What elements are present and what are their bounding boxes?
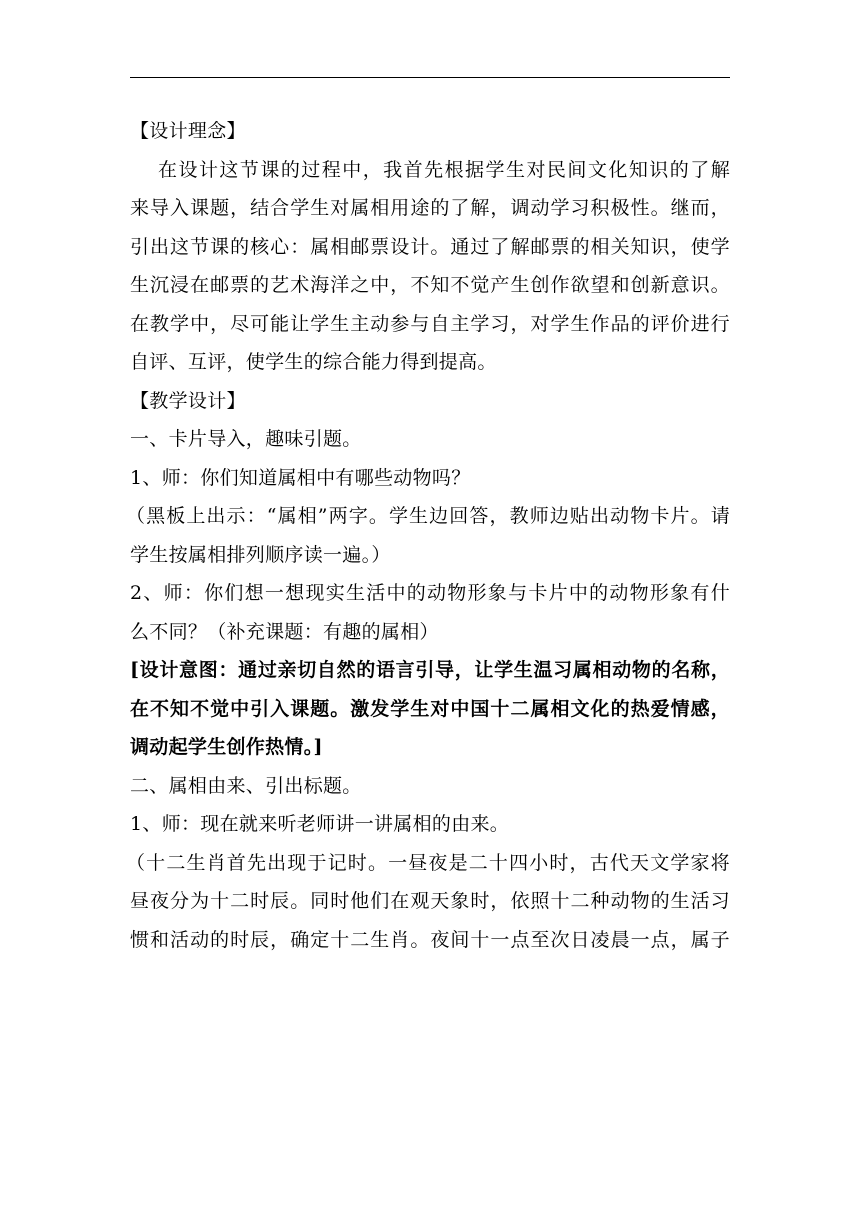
- design-intent-line: [设计意图：通过亲切自然的语言引导，让学生温习属相动物的名称，: [130, 659, 730, 681]
- concept-paragraph-line: 自评、互评，使学生的综合能力得到提高。: [130, 351, 497, 373]
- heading-teaching-design: 【教学设计】: [130, 389, 246, 412]
- concept-paragraph-line: 在教学中，尽可能让学生主动参与自主学习，对学生作品的评价进行: [130, 312, 730, 335]
- section-1-title: 一、卡片导入，趣味引题。: [130, 428, 362, 450]
- design-intent-line: 在不知不觉中引入课题。激发学生对中国十二属相文化的热爱情感，: [130, 697, 730, 720]
- section-1-question-2-line: 2、师：你们想一想现实生活中的动物形象与卡片中的动物形象有什: [130, 582, 730, 604]
- section-2-title: 二、属相由来、引出标题。: [130, 774, 362, 797]
- concept-paragraph-line: 生沉浸在邮票的艺术海洋之中，不知不觉产生创作欲望和创新意识。: [130, 274, 730, 296]
- section-2-note-line: 昼夜分为十二时辰。同时他们在观天象时，依照十二种动物的生活习: [130, 890, 730, 912]
- section-1-note-line: （黑板上出示：“属相”两字。学生边回答，教师边贴出动物卡片。请: [126, 505, 730, 527]
- section-2-note-line: （十二生肖首先出现于记时。一昼夜是二十四小时，古代天文学家将: [126, 851, 730, 874]
- section-2-note-line: 惯和活动的时辰，确定十二生肖。夜间十一点至次日凌晨一点，属子: [130, 928, 730, 951]
- section-1-question-2-line: 么不同？（补充课题：有趣的属相）: [130, 620, 439, 643]
- section-2-question-1: 1、师：现在就来听老师讲一讲属相的由来。: [130, 813, 510, 835]
- heading-design-concept: 【设计理念】: [130, 120, 246, 142]
- section-1-note-line: 学生按属相排列顺序读一遍。）: [130, 543, 391, 566]
- concept-paragraph-line: 在设计这节课的过程中，我首先根据学生对民间文化知识的了解: [158, 158, 730, 181]
- document-body: [126, 112, 730, 959]
- concept-paragraph-line: 引出这节课的核心：属相邮票设计。通过了解邮票的相关知识，使学: [130, 235, 730, 258]
- concept-paragraph-line: 来导入课题，结合学生对属相用途的了解，调动学习积极性。继而，: [130, 197, 730, 219]
- design-intent-line: 调动起学生创作热情。]: [130, 736, 323, 758]
- header-rule: [130, 77, 730, 78]
- section-1-question-1: 1、师：你们知道属相中有哪些动物吗？: [130, 466, 471, 489]
